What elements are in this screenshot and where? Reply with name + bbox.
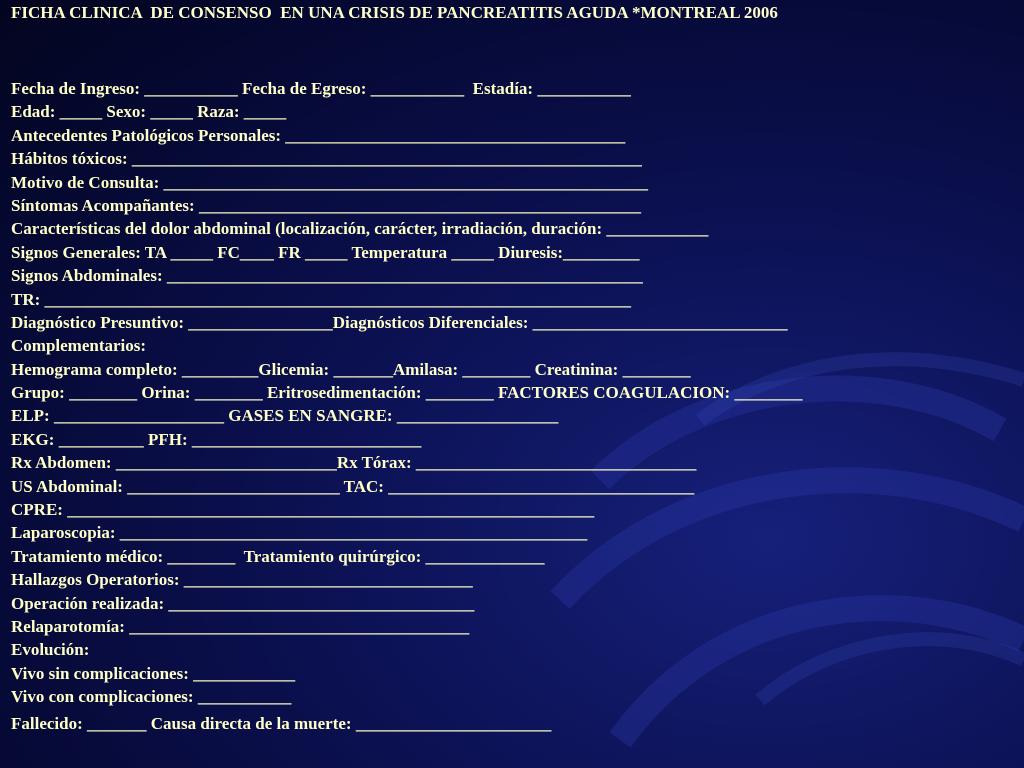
form-line-signos-generales: Signos Generales: TA _____ FC____ FR _____ Temperatura _____ Diuresis:_________ <box>11 242 640 262</box>
form-line-ekg-pfh: EKG: __________ PFH: ___________________________ <box>11 429 422 449</box>
form-line-relaparotomia: Relaparotomía: ________________________________________ <box>11 616 470 636</box>
form-line-complementarios: Complementarios: <box>11 336 147 356</box>
form-line-us-tac: US Abdominal: _________________________ TAC: ____________________________________ <box>11 476 695 496</box>
form-line-elp-gases: ELP: ____________________ GASES EN SANGRE: ___________________ <box>11 406 559 426</box>
form-line-edad-sexo-raza: Edad: _____ Sexo: _____ Raza: _____ <box>11 102 287 122</box>
form-line-hemograma: Hemograma completo: _________Glicemia: _______Amilasa: ________ Creatinina: ________ <box>11 359 691 379</box>
form-line-rx: Rx Abdomen: __________________________Rx Tórax: _________________________________ <box>11 453 697 473</box>
form-line-cpre: CPRE: ______________________________________________________________ <box>11 500 595 520</box>
form-fields <box>11 77 1016 735</box>
form-line-tr: TR: _____________________________________________________________________ <box>11 289 632 309</box>
form-line-grupo-orina: Grupo: ________ Orina: ________ Eritrosedimentación: ________ FACTORES COAGULACION: ________ <box>11 383 803 403</box>
form-line-antecedentes: Antecedentes Patológicos Personales: ________________________________________ <box>11 125 626 145</box>
form-line-evolucion: Evolución: <box>11 640 90 660</box>
form-line-operacion: Operación realizada: ____________________________________ <box>11 593 475 613</box>
form-line-motivo-consulta: Motivo de Consulta: _________________________________________________________ <box>11 172 649 192</box>
form-line-laparoscopia: Laparoscopia: _______________________________________________________ <box>11 523 588 543</box>
form-line-fechas: Fecha de Ingreso: ___________ Fecha de Egreso: ___________ Estadía: ___________ <box>11 79 631 98</box>
form-line-habitos-toxicos: Hábitos tóxicos: ____________________________________________________________ <box>11 149 642 169</box>
form-line-tratamiento: Tratamiento médico: ________ Tratamiento quirúrgico: ______________ <box>11 546 545 566</box>
form-line-sintomas: Síntomas Acompañantes: ____________________________________________________ <box>11 195 641 215</box>
slide-title: FICHA CLINICA DE CONSENSO EN UNA CRISIS DE PANCREATITIS AGUDA *MONTREAL 2006 <box>11 3 778 22</box>
form-line-fallecido: Fallecido: _______ Causa directa de la muerte: _______________________ <box>11 713 552 733</box>
form-line-signos-abdominales: Signos Abdominales: ________________________________________________________ <box>11 266 643 286</box>
form-line-diagnosticos: Diagnóstico Presuntivo: _________________Diagnósticos Diferenciales: ______________________________ <box>11 312 788 332</box>
form-line-vivo-sin-complicaciones: Vivo sin complicaciones: ____________ <box>11 663 296 683</box>
form-line-dolor-abdominal: Características del dolor abdominal (localización, carácter, irradiación, duración: ____________ <box>11 219 709 239</box>
form-line-hallazgos: Hallazgos Operatorios: __________________________________ <box>11 570 473 590</box>
form-line-vivo-con-complicaciones: Vivo con complicaciones: ___________ <box>11 687 292 707</box>
